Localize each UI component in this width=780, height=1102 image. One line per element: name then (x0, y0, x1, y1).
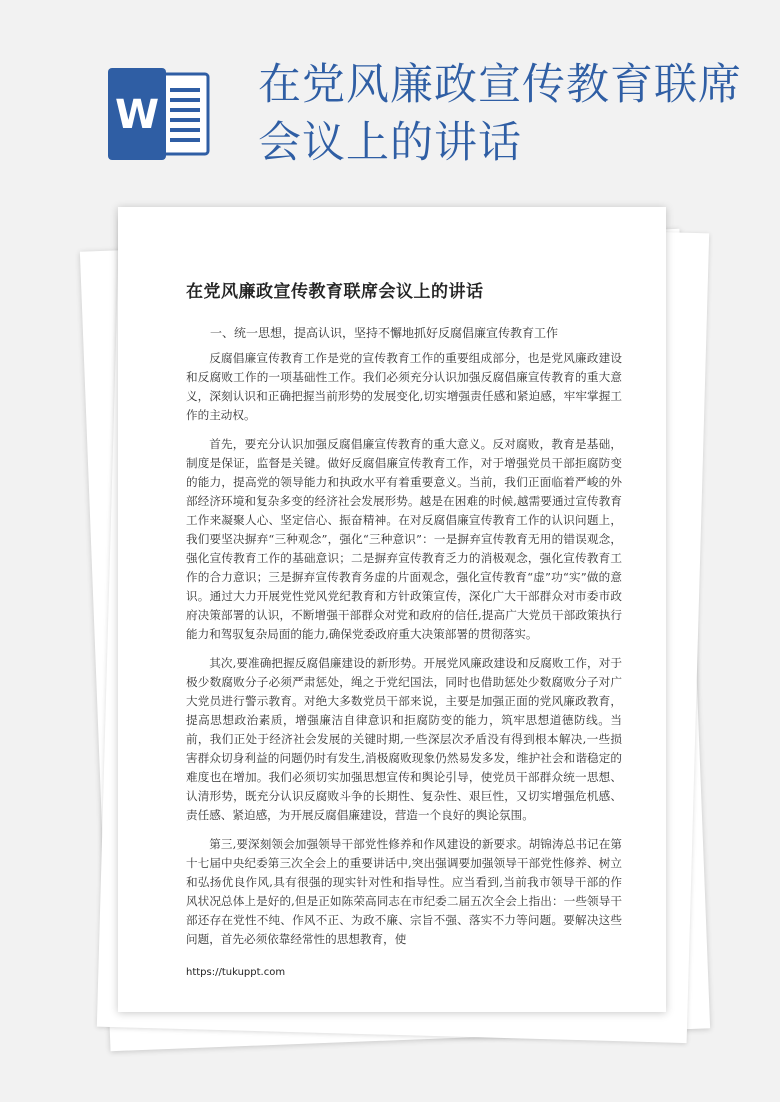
paragraph: 首先，要充分认识加强反腐倡廉宣传教育的重大意义。反对腐败，教育是基础，制度是保证，监督是关键。做好反腐倡廉宣传教育工作，对于增强党员干部拒腐防变的能力，提高党的领导能力和执政水平有着重要意义。当前，我们正面临着严峻的外部经济环境和复杂多变的经济社会发展形势。越是在困难的时候,越需要通过宣传教育工作来凝聚人心、坚定信心、振奋精神。在对反腐倡廉宣传教育工作的认识问题上，我们要坚决摒弃“三种观念”，强化“三种意识”：一是摒弃宣传教育无用的错误观念，强化宣传教育工作的基础意识；二是摒弃宣传教育乏力的消极观念，强化宣传教育工作的合力意识；三是摒弃宣传教育务虚的片面观念，强化宣传教育“虚”功“实”做的意识。通过大力开展党性党风党纪教育和方针政策宣传，深化广大干部群众对市委市政府决策部署的认识，不断增强干部群众对党和政府的信任,提高广大党员干部政策执行能力和驾驭复杂局面的能力,确保党委政府重大决策部署的贯彻落实。 (186, 437, 622, 641)
paragraph: 其次,要准确把握反腐倡廉建设的新形势。开展党风廉政建设和反腐败工作，对于极少数腐败分子必须严肃惩处，绳之于党纪国法，同时也借助惩处少数腐败分子对广大党员进行警示教育。对绝大多数党员干部来说，主要是加强正面的党风廉政教育，提高思想政治素质，增强廉洁自律意识和拒腐防变的能力，筑牢思想道德防线。当前，我们正处于经济社会发展的关键时期,一些深层次矛盾没有得到根本解决,一些损害群众切身利益的问题仍时有发生,消极腐败现象仍然易发多发，维护社会和谐稳定的难度也在增加。我们必须切实加强思想宣传和舆论引导，使党员干部群众统一思想、认清形势，既充分认识反腐败斗争的长期性、复杂性、艰巨性，又切实增强危机感、责任感、紧迫感，为开展反腐倡廉建设，营造一个良好的舆论氛围。 (186, 656, 622, 822)
paragraph: 反腐倡廉宣传教育工作是党的宣传教育工作的重要组成部分，也是党风廉政建设和反腐败工作的一项基础性工作。我们必须充分认识加强反腐倡廉宣传教育的重大意义，深刻认识和正确把握当前形势的发展变化,切实增强责任感和紧迫感，牢牢掌握工作的主动权。 (186, 351, 622, 422)
footer-url: https://tukuppt.com (186, 967, 286, 978)
document-page (118, 207, 666, 1012)
section-heading: 一、统一思想，提高认识，坚持不懈地抓好反腐倡廉宣传教育工作 (210, 326, 559, 340)
header-banner (0, 0, 780, 205)
word-icon-letter: W (114, 92, 160, 138)
document-title: 在党风廉政宣传教育联席会议上的讲话 (186, 282, 484, 302)
word-document-icon (108, 68, 212, 160)
document-body (186, 349, 622, 959)
header-title: 在党风廉政宣传教育联席会议上的讲话 (258, 60, 742, 168)
paragraph: 第三,要深刻领会加强领导干部党性修养和作风建设的新要求。胡锦涛总书记在第十七届中央纪委第三次全会上的重要讲话中,突出强调要加强领导干部党性修养、树立和弘扬优良作风,具有很强的现实针对性和指导性。应当看到,当前我市领导干部的作风状况总体上是好的,但是正如陈荣高同志在市纪委二届五次全会上指出：一些领导干部还存在党性不纯、作风不正、为政不廉、宗旨不强、落实不力等问题。要解决这些问题，首先必须依靠经常性的思想教育，使 (186, 837, 622, 946)
